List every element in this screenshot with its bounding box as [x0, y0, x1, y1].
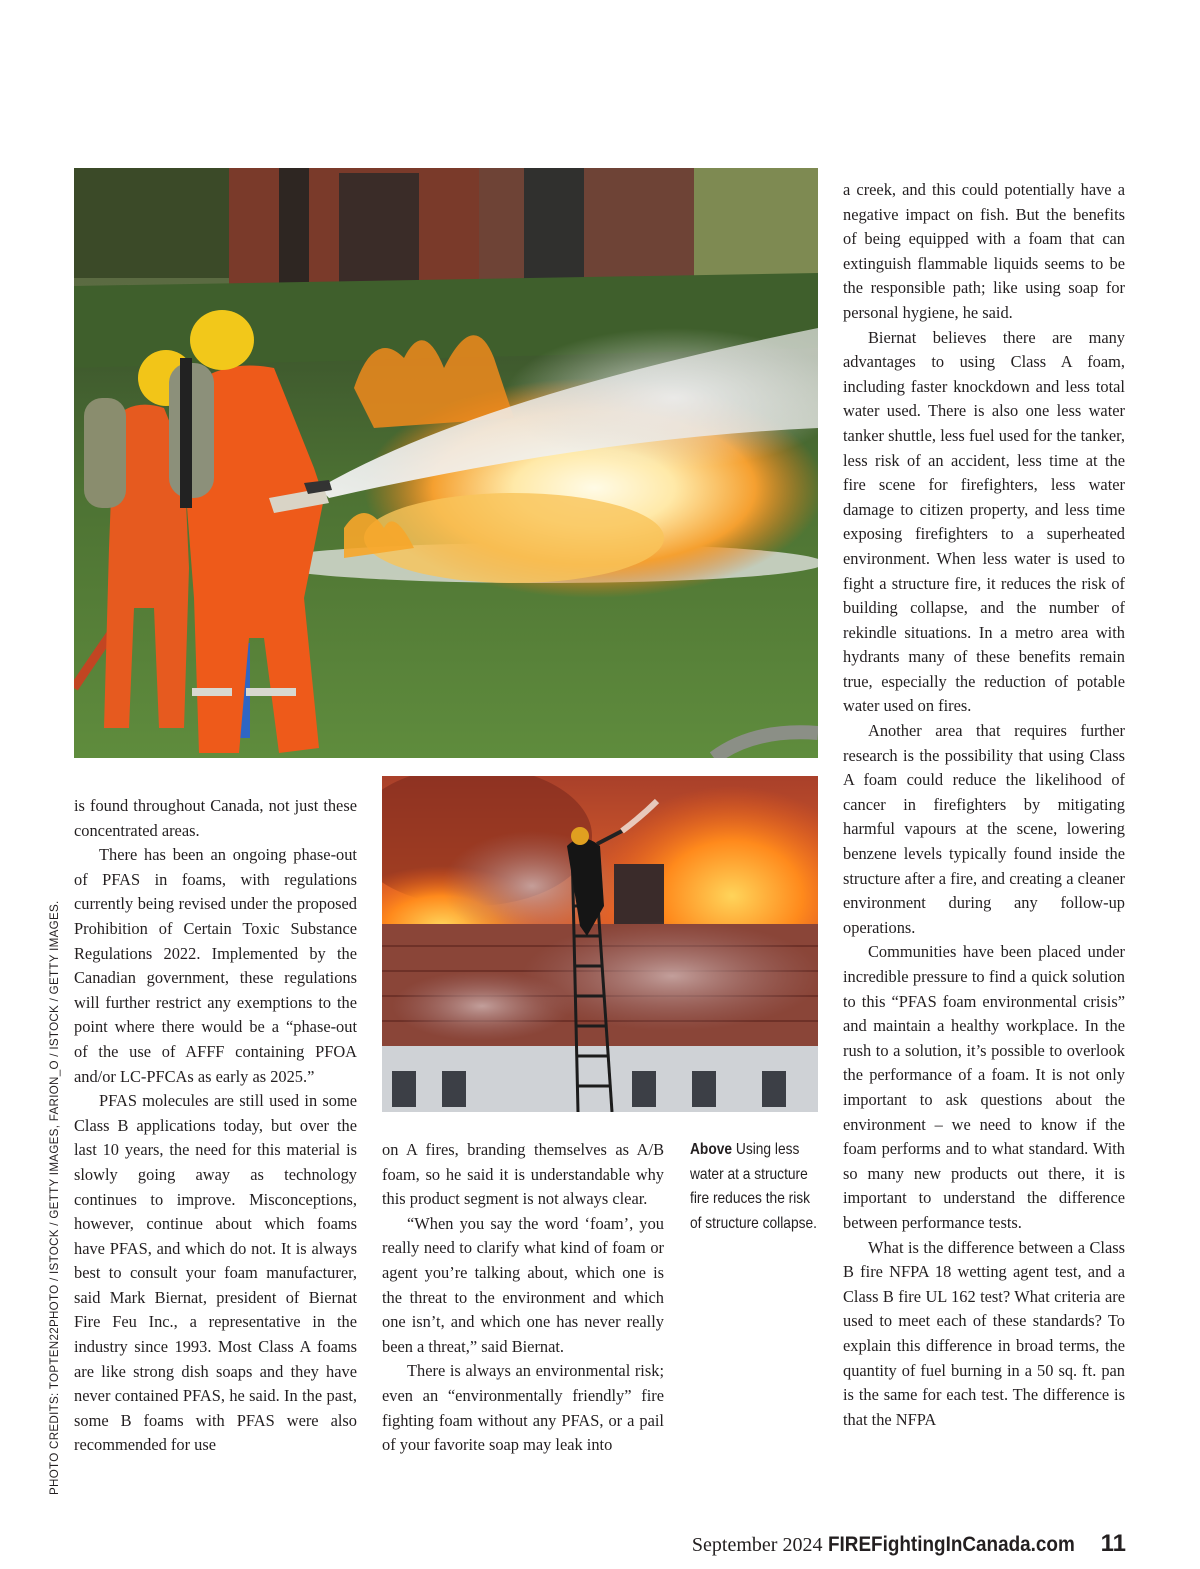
article-column-middle: [382, 1138, 664, 1458]
article-column-left: [74, 794, 357, 1458]
paragraph: There is always an environmental risk; even an “environmentally friendly” fire fighting foam without any PFAS, or a pail of your favorite soap may leak into: [382, 1361, 664, 1455]
caption-lead: Above: [690, 1141, 733, 1158]
paragraph: What is the difference between a Class B fire NFPA 18 wetting agent test, and a Class B fire UL 162 test? What criteria are used to meet each of these standards? To explain this difference in broad terms, the quantity of fuel burning in a 50 sq. ft. pan is the same for each test. The difference is that the NFPA: [843, 1237, 1125, 1429]
paragraph: Another area that requires further research is the possibility that using Class A foam could reduce the likelihood of cancer in firefighters by mitigating harmful vapours at the scene, lowering benzene levels typically found inside the structure after a fire, and creating a cleaner environment during any follow-up operations.: [843, 721, 1125, 937]
paragraph: PFAS molecules are still used in some Class B applications today, but over the last 10 years, the need for this material is slowly going away as technology continues to improve. Misconceptions, however, continue about which foams have PFAS, and which do not. It is always best to consult your foam manufacturer, said Mark Biernat, president of Biernat Fire Feu Inc., a representative in the industry since 1993. Most Class A foams are like strong dish soaps and they have never contained PFAS, he said. In the past, some B foams with PFAS were also recommended for use: [74, 1091, 357, 1455]
page-footer: [692, 1530, 1126, 1558]
photo-firefighters-graphic: [74, 168, 818, 758]
page-number: 11: [1100, 1530, 1126, 1557]
paragraph: There has been an ongoing phase-out of PFAS in foams, with regulations currently being revised under the proposed Prohibition of Certain Toxic Substance Regulations 2022. Implemented by the Canadian government, these regulations will further restrict any exemptions to the point where there would be a “phase-out of the use of AFFF containing PFOA and/or LC-PFCAs as early as 2025.”: [74, 845, 357, 1086]
paragraph: on A fires, branding themselves as A/B foam, so he said it is understandable why this product segment is not always clear.: [382, 1140, 664, 1209]
paragraph: “When you say the word ‘foam’, you really need to clarify what kind of foam or agent you’re talking about, which one is the threat to the environment and which one isn’t, and which one has never really been a threat,” said Biernat.: [382, 1213, 664, 1356]
paragraph: Biernat believes there are many advantages to using Class A foam, including faster knockdown and less total water used. There is also one less water tanker shuttle, less fuel used for the tanker, less risk of an accident, less time at the fire scene for firefighters, less water damage to citizen property, and less time exposing firefighters to a superheated environment. When less water is used to fight a structure fire, it reduces the risk of building collapse, and the number of rekindle situations. In a metro area with hydrants many of these benefits remain true, especially the reduction of potable water used on fires.: [843, 327, 1125, 716]
paragraph: is found throughout Canada, not just these concentrated areas.: [74, 796, 357, 840]
photo-firefighters-foam: [74, 168, 818, 758]
website-name: FIREFightingInCanada.com: [828, 1533, 1076, 1556]
photo-credits: PHOTO CREDITS: TOPTEN22PHOTO / ISTOCK / GETTY IMAGES, FARION_O / ISTOCK / GETTY IMAGES.: [48, 900, 61, 1495]
caption-text: Using less water at a structure fire reduces the risk of structure collapse.: [690, 1141, 817, 1232]
paragraph: a creek, and this could potentially have a negative impact on fish. But the benefits of being equipped with a foam that can extinguish flammable liquids seems to be the responsible path; like using soap for personal hygiene, he said.: [843, 180, 1125, 322]
issue-date: September 2024: [691, 1534, 823, 1556]
photo-house-fire: [382, 776, 818, 1112]
article-column-right: [843, 178, 1125, 1432]
photo-house-fire-graphic: [382, 776, 818, 1112]
photo-caption: [690, 1138, 819, 1236]
paragraph: Communities have been placed under incredible pressure to find a quick solution to this “PFAS foam environmental crisis” and maintain a healthy workplace. In the rush to a solution, it’s possible to overlook the performance of a foam. It is not only important to ask questions about the environment – we need to know if the foam performs and to what standard. With so many new products out there, it is important to understand the difference between performance tests.: [843, 942, 1125, 1232]
